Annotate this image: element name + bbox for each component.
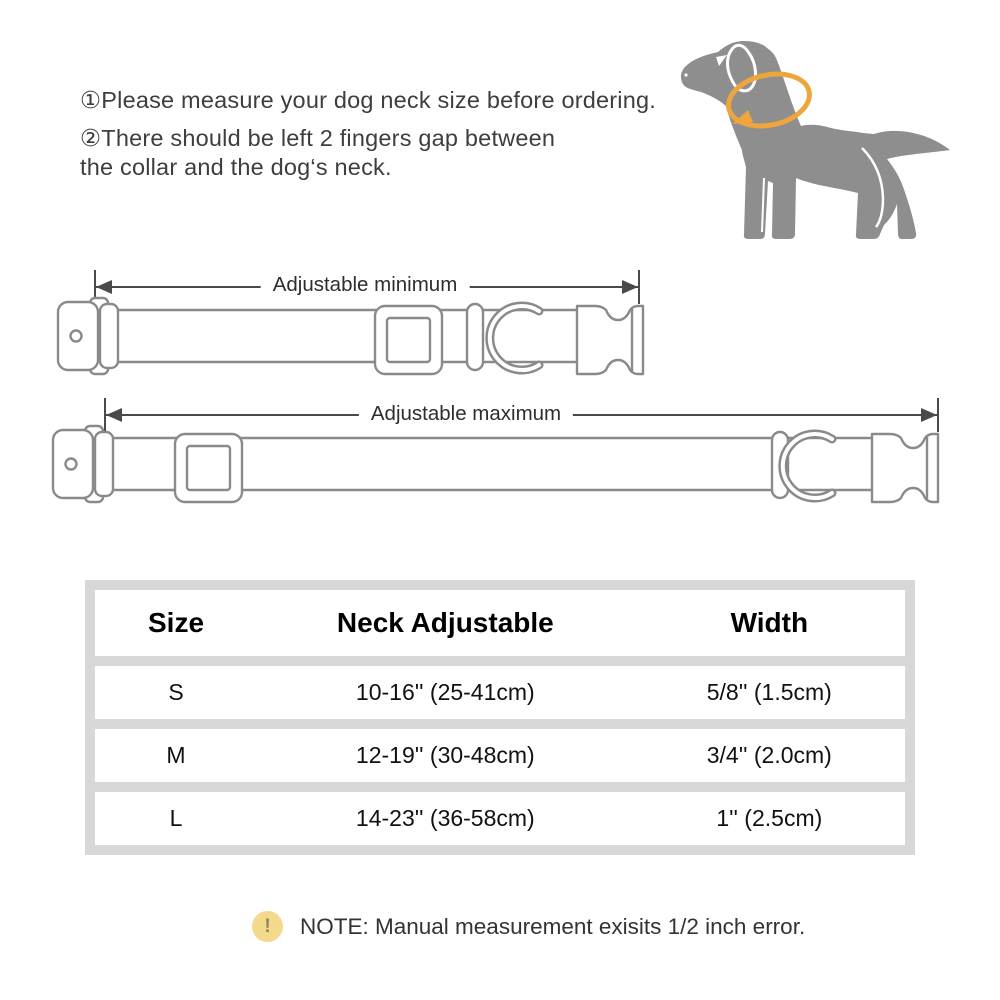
- exclamation-icon: !: [252, 911, 283, 942]
- label-adjustable-minimum: Adjustable minimum: [261, 273, 470, 297]
- arrowhead-left: [106, 408, 122, 422]
- cell-neck: 12-19'' (30-48cm): [355, 742, 535, 768]
- arrowhead-right: [622, 280, 638, 294]
- keeper-loop: [467, 304, 483, 370]
- table-row: [95, 792, 905, 845]
- cell-neck: 10-16'' (25-41cm): [355, 679, 535, 705]
- buckle-female: [53, 426, 113, 502]
- arrowhead-right: [921, 408, 937, 422]
- cell-neck: 14-23'' (36-58cm): [355, 805, 535, 831]
- table-row: [95, 729, 905, 782]
- instruction-line-2: ②There should be left 2 fingers gap between: [80, 125, 556, 151]
- instruction-line-1: ①Please measure your dog neck size before ordering.: [80, 87, 656, 113]
- tri-glide-slider: [175, 434, 242, 502]
- instruction-line-3: the collar and the dog‘s neck.: [80, 154, 392, 180]
- dog-nostril: [684, 73, 687, 76]
- header-size: Size: [147, 607, 205, 638]
- header-neck: Neck Adjustable: [336, 607, 554, 638]
- collar-strap: [114, 310, 581, 362]
- cell-width: 1'' (2.5cm): [716, 805, 823, 831]
- dog-illustration: [672, 26, 952, 246]
- cell-size: S: [168, 679, 184, 705]
- cell-width: 3/4'' (2.0cm): [706, 742, 832, 768]
- buckle-male: [577, 306, 643, 374]
- tri-glide-slider: [375, 306, 442, 374]
- buckle-female: [58, 298, 118, 374]
- cell-width: 5/8'' (1.5cm): [706, 679, 832, 705]
- buckle-male: [872, 434, 938, 502]
- note-text: NOTE: Manual measurement exisits 1/2 inch error.: [300, 913, 806, 939]
- dog-silhouette: [681, 41, 950, 239]
- arrowhead-left: [96, 280, 112, 294]
- cell-size: L: [169, 805, 183, 831]
- label-adjustable-maximum: Adjustable maximum: [359, 402, 573, 426]
- header-width: Width: [730, 607, 809, 638]
- size-table-header-row: [95, 590, 905, 656]
- table-row: [95, 666, 905, 719]
- cell-size: M: [166, 742, 186, 768]
- note: [252, 911, 805, 942]
- size-table: [85, 580, 915, 855]
